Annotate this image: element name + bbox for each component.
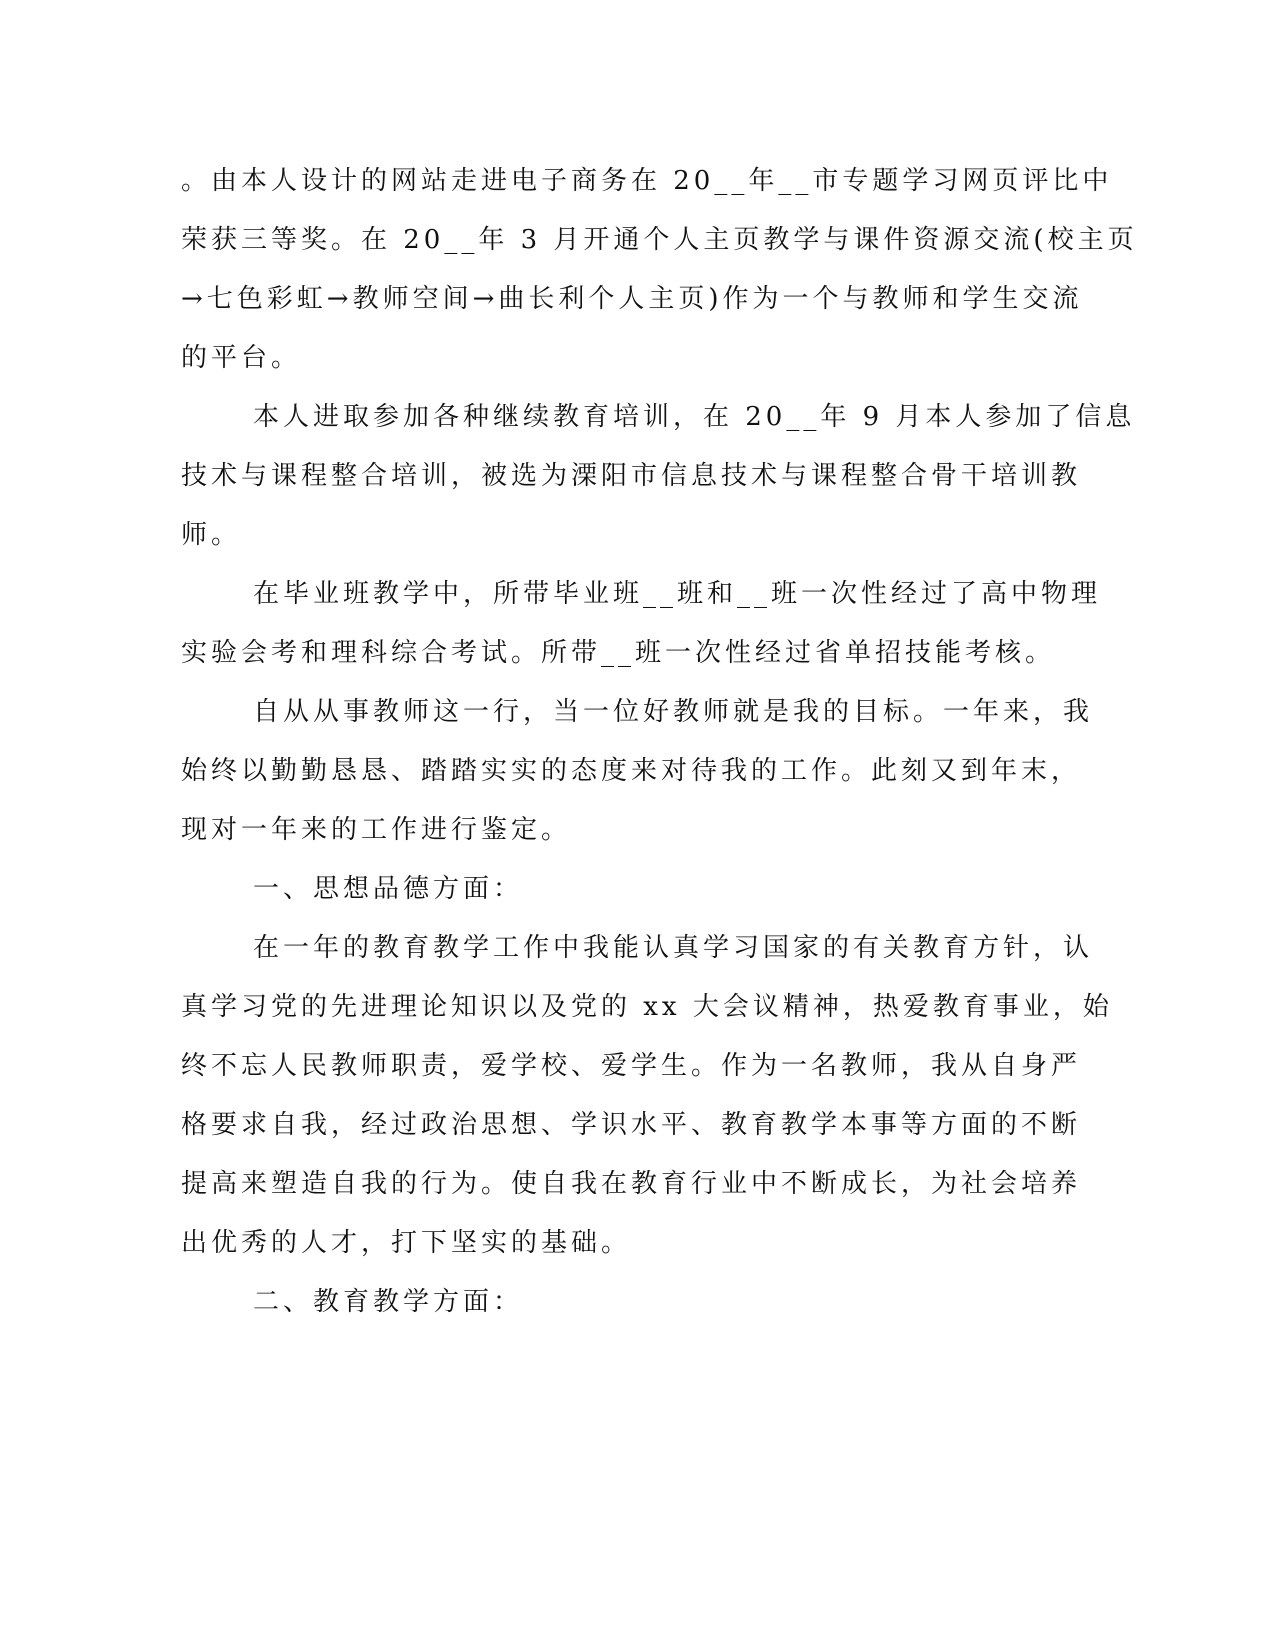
text-line: 出优秀的人才，打下坚实的基础。 [181, 1228, 632, 1258]
section-heading: 二、教育教学方面： [253, 1287, 524, 1317]
text-line: 的平台。 [181, 343, 302, 373]
text-line: 在一年的教育教学工作中我能认真学习国家的有关教育方针，认 [253, 933, 1094, 963]
text-line: 。由本人设计的网站走进电子商务在 20__年__市专题学习网页评比中 [181, 166, 1113, 196]
text-line: 在毕业班教学中，所带毕业班__班和__班一次性经过了高中物理 [253, 579, 1102, 609]
text-line: 提高来塑造自我的行为。使自我在教育行业中不断成长，为社会培养 [181, 1169, 1082, 1199]
section-heading: 一、思想品德方面： [253, 874, 524, 904]
text-line: 真学习党的先进理论知识以及党的 xx 大会议精神，热爱教育事业，始 [181, 992, 1113, 1022]
text-line: 师。 [181, 520, 242, 550]
text-line: →七色彩虹→教师空间→曲长利个人主页)作为一个与教师和学生交流 [181, 284, 1083, 314]
text-line: 自从从事教师这一行，当一位好教师就是我的目标。一年来，我 [253, 697, 1094, 727]
text-line: 实验会考和理科综合考试。所带__班一次性经过省单招技能考核。 [181, 638, 1056, 668]
text-line: 终不忘人民教师职责，爱学校、爱学生。作为一名教师，我从自身严 [181, 1051, 1082, 1081]
text-line: 荣获三等奖。在 20__年 3 月开通个人主页教学与课件资源交流(校主页 [181, 225, 1138, 255]
text-line: 现对一年来的工作进行鉴定。 [181, 815, 572, 845]
text-line: 技术与课程整合培训，被选为溧阳市信息技术与课程整合骨干培训教 [181, 461, 1082, 491]
text-line: 格要求自我，经过政治思想、学识水平、教育教学本事等方面的不断 [181, 1110, 1082, 1140]
text-line: 本人进取参加各种继续教育培训，在 20__年 9 月本人参加了信息 [253, 402, 1136, 432]
text-line: 始终以勤勤恳恳、踏踏实实的态度来对待我的工作。此刻又到年末， [181, 756, 1082, 786]
